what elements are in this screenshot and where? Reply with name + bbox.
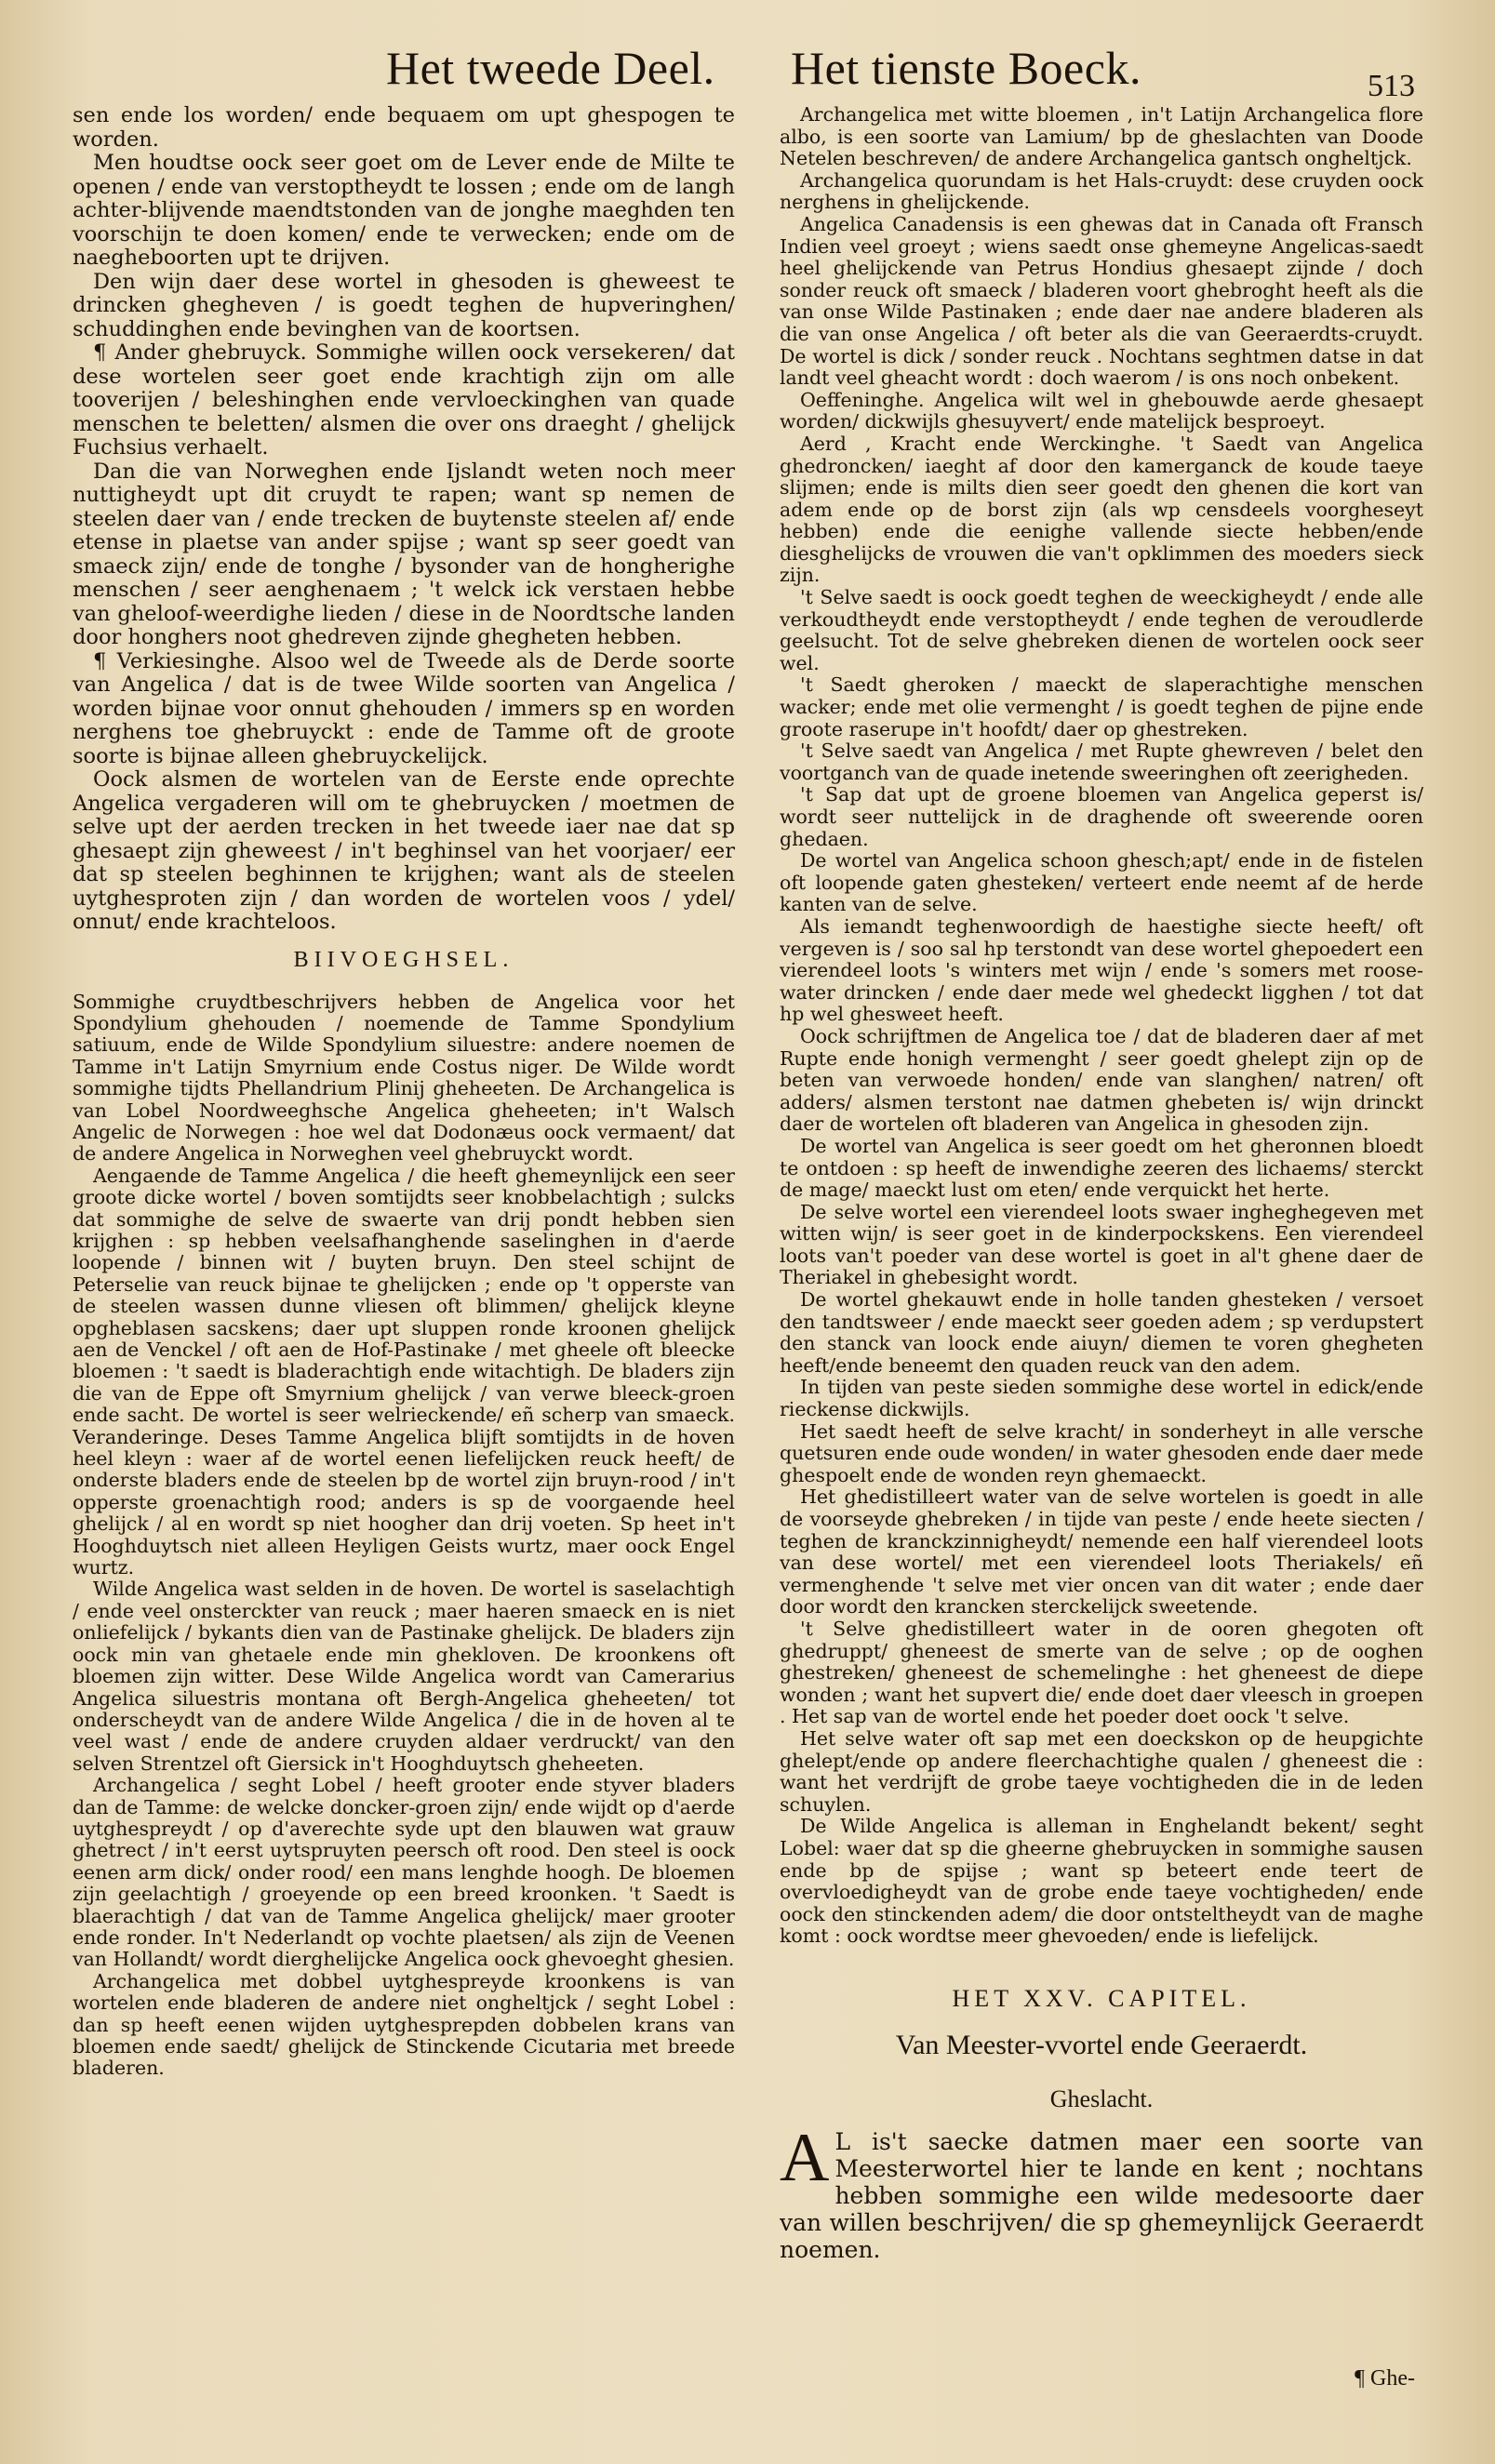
- left-paragraph-2: Men houdtse oock seer goet om de Lever ende de Milte te openen / ende van verstoptheydt te lossen ; ende om de langh achter-blijvende maendtstonden van de jonghe maeghden ten voorschijn te doen komen/ ende te verwecken; ende om de naegheboorten upt te drijven.: [73, 151, 735, 270]
- right-paragraph-16: In tijden van peste sieden sommighe dese wortel in edick/ende rieckense dickwijls.: [780, 1376, 1423, 1421]
- right-paragraph-15: De wortel ghekauwt ende in holle tanden ghesteken / versoet den tandtsweer / ende maeckt seer goeden adem ; sp verdupstert den stanck van loock ende aiuyn/ diemen te voren ghegheten heeft/ende beneemt den quaden reuck van den adem.: [780, 1288, 1423, 1377]
- left-paragraph-6: ¶ Verkiesinghe. Alsoo wel de Tweede als de Derde soorte van Angelica / dat is de twee Wilde soorten van Angelica / worden bijnae voor onnut ghehouden / immers sp en worden nerghens toe ghebruyckt : ende de Tamme oft de groote soorte is bijnae alleen ghebruyckelijck.: [73, 648, 735, 768]
- right-paragraph-1: Archangelica met witte bloemen , in't Latijn Archangelica flore albo, is een soorte van Lamium/ bp de gheslachten van Doode Netelen beschreven/ de andere Archangelica gantsch ongheltjck.: [780, 104, 1423, 170]
- bivoeghsel-paragraph-5: Archangelica met dobbel uytghespreyde kroonkens is van wortelen ende bladeren de andere niet ongheltjck / seght Lobel : dan sp heeft eenen wijden uytghesprepden dobbelen krans van bloemen ende saedt/ ghelijck de Stinckende Cicutaria met breede bladeren.: [73, 1969, 735, 2080]
- left-paragraph-1: sen ende los worden/ ende bequaem om upt ghespogen te worden.: [73, 104, 735, 152]
- running-head-left: Het tweede Deel.: [386, 42, 715, 94]
- chapter-opening-text: L is't saecke datmen maer een soorte van Meesterwortel hier te lande en kent ; nochtans hebben sommighe een wilde medesoorte daer van willen beschrijven/ die sp ghemeynlijck Geeraerdt noemen.: [780, 2127, 1423, 2263]
- right-paragraph-3: Angelica Canadensis is een ghewas dat in Canada oft Fransch Indien veel groeyt ; wiens saedt onse ghemeyne Angelicas-saedt heel ghelijckende van Petrus Hondius ghesaept zijnde / doch sonder reuck oft smaeck / bladeren voort ghebroght heeft als die van onse Wilde Pastinaken ; ende daer nae andere bladeren als die van onse Angelica / oft beter als die van Geeraerdts-cruydt. De wortel is dick / sonder reuck . Nochtans seghtmen datse in dat landt veel gheacht wordt : doch waerom / is ons noch onbekent.: [780, 212, 1423, 390]
- chapter-body: [780, 2119, 1423, 2263]
- left-paragraph-7: Oock alsmen de wortelen van de Eerste ende oprechte Angelica vergaderen will om te ghebruycken / moetmen de selve upt der aerden trecken in het tweede iaer nae dat sp ghesaept zijn gheweest / in't beghinsel van het voorjaer/ eer dat sp steelen beghinnen te krijghen; want als de steelen uytghesproten zijn / dan worden de wortelen voos / ydel/ onnut/ ende krachteloos.: [73, 767, 735, 934]
- right-paragraph-10: De wortel van Angelica schoon ghesch;apt/ ende in de fistelen oft loopende gaten ghesteken/ verteert ende neemt af de herde kanten van de selve.: [780, 849, 1423, 916]
- right-paragraph-8: 't Selve saedt van Angelica / met Rupte ghewreven / belet den voortganch van de quade inetende sweeringhen oft zeerigheden.: [780, 739, 1423, 784]
- right-paragraph-18: Het ghedistilleert water van de selve wortelen is goedt in alle de voorseyde ghebreken / in tijde van peste / ende heete siecten / teghen de kranckzinnigheydt/ nemende een half vierendeel loots van dese wortel/ met een vierendeel loots Theriakels/ eñ vermenghende 't selve met vier oncen van dit water ; ende daer door wordt den krancken sterckelijck sweetende.: [780, 1485, 1423, 1618]
- chapter-title: Van Meester-vvortel ende Geeraerdt.: [895, 2029, 1308, 2060]
- right-paragraph-19: 't Selve ghedistilleert water in de ooren ghegoten oft ghedruppt/ gheneest de smerte van de selve ; op de ooghen ghestreken/ gheneest de schemelinghe : het gheneest de diepe wonden ; want het supvert die/ ende doet daer vleesch in groepen . Het sap van de wortel ende het poeder doet oock 't selve.: [780, 1617, 1423, 1728]
- right-paragraph-21: De Wilde Angelica is alleman in Enghelandt bekent/ seght Lobel: waer dat sp die gheerne ghebruycken in sommighe sausen ende bp de spijse ; want sp beteert ende teert de overvloedigheydt van de grobe ende taeye vochtigheden/ ende oock den stinckenden adem/ die door ontsteltheydt van de maghe komt : oock wordtse meer ghevoeden/ ende is liefelijck.: [780, 1815, 1423, 1948]
- right-paragraph-20: Het selve water oft sap met een doeckskon op de heupgichte ghelept/ende op andere fleerchachtighe qualen / gheneest die : want het verdrijft de grobe taeye vochtigheden die in de leden schuylen.: [780, 1726, 1423, 1816]
- gheslacht-heading: Gheslacht.: [1049, 2084, 1154, 2112]
- page-number: 513: [1368, 69, 1415, 103]
- left-paragraph-3: Den wijn daer dese wortel in ghesoden is gheweest te drincken ghegheven / is goedt teghen de hupveringhen/ schuddinghen ende bevinghen van de koortsen.: [73, 269, 735, 341]
- right-paragraph-5: Aerd , Kracht ende Werckinghe. 't Saedt van Angelica ghedroncken/ iaeght af door den kamerganck de koude taeye slijmen; ende is milts dien seer goedt den ghenen die kort van adem ende op de borst zijn (als wp censdeels voorgheseyt hebben) ende die eenighe vallende siecte hebben/ende diesghelijcks de vrouwen die van't opklimmen des moeders sieck zijn.: [780, 432, 1423, 587]
- drop-cap: A: [780, 2119, 830, 2196]
- right-paragraph-4: Oeffeninghe. Angelica wilt wel in ghebouwde aerde ghesaept worden/ dickwijls ghesuyvert/ ende matelijck besproeyt.: [780, 388, 1423, 433]
- bivoeghsel-section: [73, 992, 735, 2080]
- left-paragraph-5: Dan die van Norweghen ende Ijslandt weten noch meer nuttigheydt upt dit cruydt te rapen; want sp nemen de steelen daer van / ende trecken de buytenste steelen af/ ende etense in plaetse van ander spijse ; want sp seer goedt van smaeck zijn/ ende de tonghe / bysonder van de hongherighe menschen / seer aenghenaem ; 't welck ick verstaen hebbe van gheloof-weerdighe lieden / diese in de Noordtsche landen door honghers noot ghedreven zijnde ghegheten hebben.: [73, 459, 735, 649]
- running-head: [0, 41, 1495, 106]
- right-paragraph-7: 't Saedt gheroken / maeckt de slaperachtighe menschen wacker; ende met olie vermenght / is goedt teghen de pijne ende groote raserupe in't hoofdt/ daer op ghestreken.: [780, 673, 1423, 740]
- running-head-right: Het tienste Boeck.: [791, 42, 1141, 94]
- bivoeghsel-paragraph-3: Wilde Angelica wast selden in de hoven. De wortel is saselachtigh / ende veel onsterckter van reuck ; maer haeren smaeck en is niet onliefelijck / bykants dien van de Pastinake ghelijck. De bladers zijn oock min van ghetaele ende min ghekloven. De kroonkens oft bloemen zijn witter. Dese Wilde Angelica wordt van Camerarius Angelica siluestris montana oft Bergh-Angelica gheheeten/ tot onderscheydt van de andere Wilde Angelica / die in de hoven al te veel wast / ende de andere cruyden aldaer verdruckt/ van den selven Strentzel oft Giersick in't Hooghduytsch gheheeten.: [73, 1578, 735, 1775]
- right-paragraph-2: Archangelica quorundam is het Hals-cruydt: dese cruyden oock nerghens in ghelijckende.: [780, 168, 1423, 214]
- bivoeghsel-paragraph-1: Sommighe cruydtbeschrijvers hebben de Angelica voor het Spondylium ghehouden / noemende de Tamme Spondylium satiuum, ende de Wilde Spondylium siluestre: andere noemen de Tamme in't Latijn Smyrnium ende Costus niger. De Wilde wordt sommighe tijdts Phellandrium Plinij gheheeten. De Archangelica is van Lobel Noordweeghsche Angelica gheheeten; in't Walsch Angelic de Norwegen : hoe wel dat Dodonæus oock vermaent/ dat de andere Angelica in Norweghen veel ghebruyckt wordt.: [73, 990, 735, 1165]
- right-paragraph-11: Als iemandt teghenwoordigh de haestighe siecte heeft/ oft vergeven is / soo sal hp terstondt van dese wortel ghepoedert een vierendeel loots 's winters met wijn / ende 's somers met roose-water drincken / ende daer mede wel ghedeckt ligghen / tot dat hp wel ghesweet heeft.: [780, 914, 1423, 1026]
- bivoeghsel-paragraph-4: Archangelica / seght Lobel / heeft grooter ende styver bladers dan de Tamme: de welcke doncker-groen zijn/ ende wijdt op d'aerde uytghespreydt / op d'averechte syde upt den blauwen wat grauw ghetrect / in't eerst uytspruyten peersch oft rood. Den steel is oock eenen arm dick/ onder rood/ een mans lenghde hoogh. De bloemen zijn geelachtigh / groeyende op een breed kroonken. 't Saedt is blaerachtigh / dat van de Tamme Angelica ghelijck/ maer grooter ende ronder. In't Nederlandt op vochte plaetsen/ als zijn de Veenen van Hollandt/ wordt dierghelijcke Angelica oock ghevoeght ghesien.: [73, 1774, 735, 1971]
- left-paragraph-4: ¶ Ander ghebruyck. Sommighe willen oock versekeren/ dat dese wortelen seer goet ende krachtigh zijn om alle tooverijen / beleshinghen ende vervloeckinghen van quade menschen te beletten/ alsmen die over ons draeght / ghelijck Fuchsius verhaelt.: [73, 340, 735, 460]
- catchword: ¶ Ghe-: [1355, 2366, 1415, 2391]
- bivoeghsel-heading: BIIVOEGHSEL.: [293, 947, 514, 972]
- left-column: [73, 104, 735, 2371]
- right-paragraph-6: 't Selve saedt is oock goedt teghen de weeckigheydt / ende alle verkoudtheydt ende verstoptheydt / ende teghen de veroudlerde geelsucht. Tot de selve ghebreken dienen de wortelen oock seer wel.: [780, 586, 1423, 674]
- bivoeghsel-paragraph-2: Aengaende de Tamme Angelica / die heeft ghemeynlijck een seer groote dicke wortel / boven somtijdts seer knobbelachtigh ; sulcks dat sommighe de selve de swaerte van drij pondt hebben sien krijghen : sp hebben veelsafhanghende saselinghen in d'aerde loopende / binnen wit / buyten bruyn. Den steel schijnt de Peterselie van reuck bijnae te ghelijcken ; ende op 't opperste van de steelen wassen dunne vliesen oft blimmen/ ghelijck kleyne opgheblasen sacskens; daer upt sluppen ronde kroonen ghelijck aen de Venckel / oft aen de Hof-Pastinake / met gheele oft bleecke bloemen : 't saedt is bladerachtigh ende witachtigh. De bladers zijn die van de Eppe oft Smyrnium ghelijck / van verwe bleeck-groen ende sacht. De wortel is seer welrieckende/ eñ scherp van smaeck. Veranderinge. Deses Tamme Angelica blijft somtijdts in de hoven heel kleyn : waer af de wortel eenen liefelijcken reuck heeft/ de onderste bladers ende de steelen bp de wortel zijn bruyn-rood / in't opperste groenachtigh rood; anders is sp de voorgaende heel ghelijck / al en wordt sp niet hoogher dan drij voeten. Sp heet in't Hooghduytsch niet alleen Heyligen Geists wurtz, maer oock Engel wurtz.: [73, 1164, 735, 1579]
- right-column: [780, 104, 1423, 2371]
- right-paragraph-9: 't Sap dat upt de groene bloemen van Angelica geperst is/ wordt seer nuttelijck in de draghende oft sweerende ooren ghedaen.: [780, 783, 1423, 850]
- right-paragraph-12: Oock schrijftmen de Angelica toe / dat de bladeren daer af met Rupte ende honigh vermenght / seer goedt ghelept zijn op de beten van verwoede honden/ ende van slanghen/ natren/ oft adders/ alsmen terstont nae datmen ghebeten is/ wijn drinckt daer de wortelen oft bladeren van Angelica in ghesoden zijn.: [780, 1024, 1423, 1136]
- right-paragraph-14: De selve wortel een vierendeel loots swaer ingheghegeven met witten wijn/ is seer goet in de kinderpockskens. Een vierendeel loots van't poeder van dese wortel is goet in al't ghene daer de Theriakel in ghebesight wordt.: [780, 1200, 1423, 1289]
- chapter-heading: HET XXV. CAPITEL.: [952, 1984, 1251, 2012]
- right-paragraph-13: De wortel van Angelica is seer goedt om het gheronnen bloedt te ontdoen : sp heeft de inwendighe zeeren des lichaems/ sterckt de mage/ maeckt lust om eten/ ende verquickt het herte.: [780, 1134, 1423, 1202]
- right-paragraph-17: Het saedt heeft de selve kracht/ in sonderheyt in alle versche quetsuren ende oude wonden/ in water ghesoden ende daer mede ghespoelt ende de wonden reyn ghemaeckt.: [780, 1419, 1423, 1486]
